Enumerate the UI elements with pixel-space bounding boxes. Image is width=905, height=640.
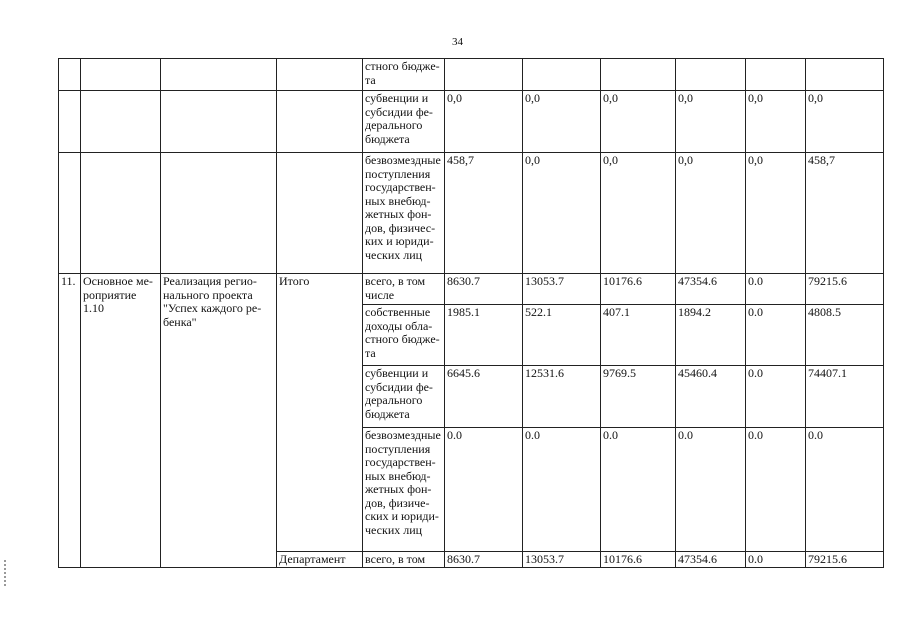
- value-cell: [523, 59, 601, 91]
- value-cell: 407.1: [601, 305, 676, 366]
- empty-cell: [277, 153, 363, 274]
- value-cell: 79215.6: [806, 552, 884, 568]
- value-cell: 10176.6: [601, 552, 676, 568]
- empty-cell: [59, 91, 81, 153]
- value-cell: 74407.1: [806, 366, 884, 428]
- empty-cell: [59, 59, 81, 91]
- source-cell: субвенции и субсидии фе- дерального бюджета: [363, 366, 445, 428]
- table-body: [59, 59, 884, 568]
- row-number-cell: 11.: [59, 274, 81, 568]
- source-cell: безвозмездные поступления государствен- ных внебюд- жетных фон- дов, физиче- ских и юриди- ческих лиц: [363, 428, 445, 552]
- value-cell: 522.1: [523, 305, 601, 366]
- measure-cell: Основное ме- роприятие 1.10: [81, 274, 161, 568]
- funding-table: [58, 58, 884, 568]
- value-cell: 0,0: [806, 91, 884, 153]
- table-row: [59, 153, 884, 274]
- value-cell: 12531.6: [523, 366, 601, 428]
- value-cell: 0,0: [523, 91, 601, 153]
- table-row: [59, 59, 884, 91]
- value-cell: 47354.6: [676, 274, 746, 305]
- value-cell: 0.0: [746, 552, 806, 568]
- executor-cell: Департамент: [277, 552, 363, 568]
- executor-cell: Итого: [277, 274, 363, 552]
- value-cell: 0.0: [445, 428, 523, 552]
- value-cell: 0,0: [601, 153, 676, 274]
- value-cell: 45460.4: [676, 366, 746, 428]
- table-row: [59, 274, 884, 305]
- empty-cell: [161, 91, 277, 153]
- description-cell: Реализация регио- нального проекта "Успех каждого ре- бенка": [161, 274, 277, 568]
- source-cell: субвенции и субсидии фе- дерального бюджета: [363, 91, 445, 153]
- value-cell: 0.0: [806, 428, 884, 552]
- value-cell: 47354.6: [676, 552, 746, 568]
- empty-cell: [81, 59, 161, 91]
- source-cell: стного бюдже- та: [363, 59, 445, 91]
- value-cell: 79215.6: [806, 274, 884, 305]
- value-cell: 0,0: [746, 91, 806, 153]
- value-cell: 0,0: [523, 153, 601, 274]
- value-cell: [601, 59, 676, 91]
- source-cell: всего, в том: [363, 552, 445, 568]
- value-cell: 0.0: [746, 428, 806, 552]
- value-cell: 458,7: [445, 153, 523, 274]
- value-cell: 1894.2: [676, 305, 746, 366]
- value-cell: 0,0: [601, 91, 676, 153]
- value-cell: 0,0: [746, 153, 806, 274]
- value-cell: 0.0: [601, 428, 676, 552]
- value-cell: 0.0: [523, 428, 601, 552]
- value-cell: 4808.5: [806, 305, 884, 366]
- value-cell: 0,0: [445, 91, 523, 153]
- empty-cell: [59, 153, 81, 274]
- table-row: [59, 91, 884, 153]
- value-cell: 0.0: [676, 428, 746, 552]
- value-cell: 0,0: [676, 153, 746, 274]
- value-cell: 1985.1: [445, 305, 523, 366]
- empty-cell: [81, 91, 161, 153]
- value-cell: 8630.7: [445, 552, 523, 568]
- value-cell: 10176.6: [601, 274, 676, 305]
- page-number: 34: [452, 36, 463, 48]
- value-cell: [746, 59, 806, 91]
- empty-cell: [277, 91, 363, 153]
- value-cell: 0,0: [676, 91, 746, 153]
- empty-cell: [161, 153, 277, 274]
- value-cell: 0.0: [746, 305, 806, 366]
- value-cell: 13053.7: [523, 552, 601, 568]
- source-cell: собственные доходы обла- стного бюдже- та: [363, 305, 445, 366]
- source-cell: безвозмездные поступления государствен- ных внебюд- жетных фон- дов, физичес- ких и юриди- ческих лиц: [363, 153, 445, 274]
- empty-cell: [81, 153, 161, 274]
- value-cell: 6645.6: [445, 366, 523, 428]
- empty-cell: [277, 59, 363, 91]
- value-cell: 0.0: [746, 366, 806, 428]
- empty-cell: [161, 59, 277, 91]
- value-cell: [806, 59, 884, 91]
- scan-artifact: [4, 560, 6, 586]
- value-cell: 13053.7: [523, 274, 601, 305]
- value-cell: [676, 59, 746, 91]
- value-cell: 9769.5: [601, 366, 676, 428]
- value-cell: [445, 59, 523, 91]
- source-cell: всего, в том числе: [363, 274, 445, 305]
- value-cell: 458,7: [806, 153, 884, 274]
- value-cell: 8630.7: [445, 274, 523, 305]
- value-cell: 0.0: [746, 274, 806, 305]
